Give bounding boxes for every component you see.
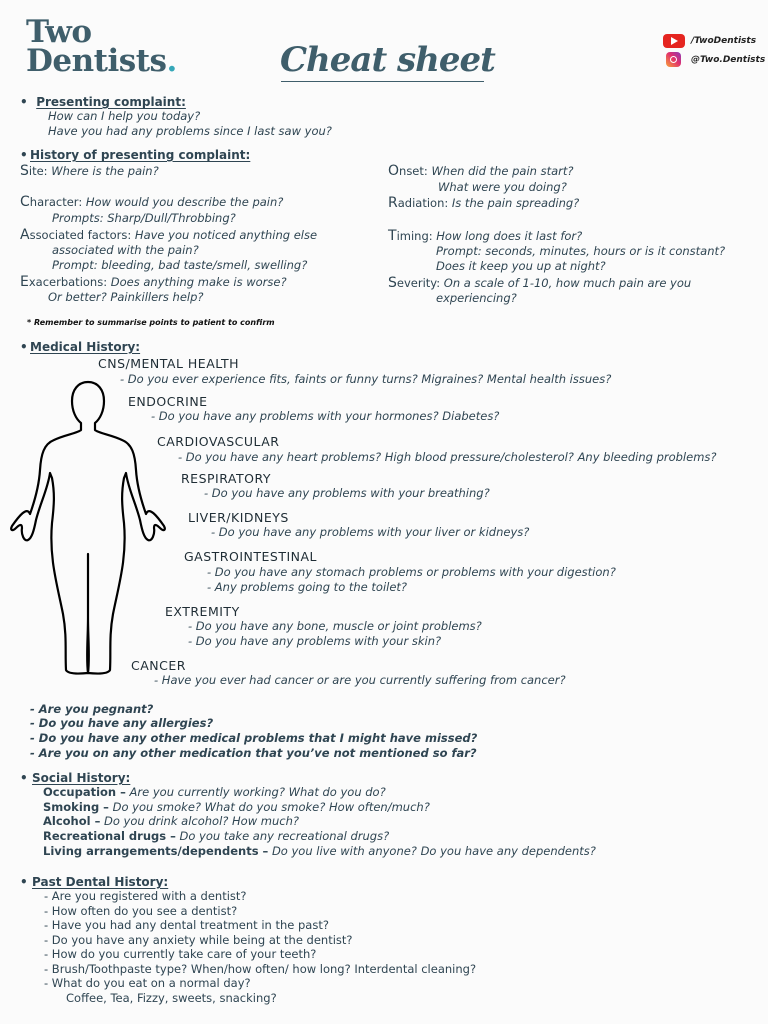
summary-note: * Remember to summarise points to patient to confirm [27, 318, 275, 327]
dental-question: - How often do you see a dentist? [44, 904, 238, 918]
associated-question-2: associated with the pain? [52, 243, 199, 257]
extremity-title: EXTREMITY [165, 604, 240, 619]
youtube-handle: /TwoDentists [691, 36, 757, 46]
extra-question: - Are you on any other medication that you’ve not mentioned so far? [30, 746, 477, 760]
associated-question: Have you noticed anything else [134, 228, 318, 242]
extra-question: - Do you have any allergies? [30, 716, 214, 730]
dental-question: - Have you had any dental treatment in the past? [44, 918, 329, 932]
dental-heading [20, 875, 168, 889]
severity-question: On a scale of 1-10, how much pain are you [443, 276, 692, 290]
socrates-character [20, 194, 283, 210]
onset-question-2: What were you doing? [438, 180, 567, 194]
extra-question: - Are you pegnant? [30, 702, 154, 716]
socrates-exacerbations [20, 274, 287, 290]
youtube-icon [663, 34, 685, 48]
social-item-alcohol [43, 814, 299, 828]
brand-dot: . [166, 43, 177, 79]
liver-title: LIVER/KIDNEYS [188, 510, 289, 525]
timing-prompt: Prompt: seconds, minutes, hours or is it constant? [436, 244, 726, 258]
cns-title: CNS/MENTAL HEALTH [98, 356, 240, 371]
timing-question-2: Does it keep you up at night? [436, 259, 606, 273]
timing-question: How long does it last for? [436, 229, 583, 243]
cancer-question: - Have you ever had cancer or are you currently suffering from cancer? [154, 673, 566, 687]
character-label: haracter: [29, 195, 83, 209]
extremity-question-2: - Do you have any problems with your skin? [188, 634, 442, 648]
socrates-associated [20, 227, 317, 243]
onset-label: nset: [399, 164, 428, 178]
associated-label: ssociated factors: [29, 228, 132, 242]
extra-question: - Do you have any other medical problems that I might have missed? [30, 731, 478, 745]
dental-question: - Do you have any anxiety while being at the dentist? [44, 933, 353, 947]
social-label: Alcohol – [43, 814, 101, 828]
onset-letter: O [388, 163, 400, 179]
instagram-handle: @Two.Dentists [691, 54, 766, 65]
body-outline-icon [11, 382, 165, 674]
social-heading [20, 771, 130, 785]
exacerbations-letter: E [20, 274, 29, 290]
socrates-site [20, 163, 159, 179]
character-prompt: Prompts: Sharp/Dull/Throbbing? [52, 211, 236, 225]
dental-sub-question: Coffee, Tea, Fizzy, sweets, snacking? [66, 991, 277, 1005]
social-item-smoking [43, 800, 430, 814]
dental-question: - Are you registered with a dentist? [44, 889, 247, 903]
endocrine-question: - Do you have any problems with your hormones? Diabetes? [151, 409, 500, 423]
medical-heading-text: Medical History: [30, 340, 141, 354]
cardio-question: - Do you have any heart problems? High blood pressure/cholesterol? Any bleeding problems? [178, 450, 717, 464]
socrates-radiation [388, 195, 579, 211]
character-letter: C [20, 194, 30, 210]
severity-question-2: experiencing? [436, 291, 517, 305]
instagram-icon [666, 52, 681, 67]
gi-question-1: - Do you have any stomach problems or problems with your digestion? [207, 565, 616, 579]
bullet-icon: • [20, 340, 28, 354]
brand-line-2: Dentists [26, 43, 167, 79]
socrates-severity [388, 275, 691, 291]
socrates-onset [388, 163, 573, 179]
severity-letter: S [388, 275, 397, 291]
social-question: Are you currently working? What do you do? [129, 785, 386, 799]
presenting-q2: Have you had any problems since I last saw you? [48, 124, 332, 138]
bullet-icon: • [20, 148, 28, 162]
hpc-heading [20, 148, 250, 162]
social-question: Do you live with anyone? Do you have any dependents? [271, 844, 596, 858]
extremity-question-1: - Do you have any bone, muscle or joint problems? [188, 619, 482, 633]
exacerbations-question-2: Or better? Painkillers help? [48, 290, 204, 304]
dental-question: - What do you eat on a normal day? [44, 976, 251, 990]
cardio-title: CARDIOVASCULAR [157, 434, 280, 449]
social-label: Occupation – [43, 785, 126, 799]
youtube-link[interactable] [663, 34, 756, 48]
site-label: ite: [28, 164, 48, 178]
page-title: Cheat sheet [280, 40, 495, 80]
onset-question: When did the pain start? [431, 164, 574, 178]
dental-heading-text: Past Dental History: [32, 875, 169, 889]
liver-question: - Do you have any problems with your liver or kidneys? [211, 525, 530, 539]
social-label: Living arrangements/dependents – [43, 844, 269, 858]
gi-question-2: - Any problems going to the toilet? [207, 580, 408, 594]
bullet-icon: • [20, 95, 28, 109]
title-underline [281, 81, 484, 82]
radiation-label: adiation: [397, 196, 449, 210]
social-question: Do you take any recreational drugs? [179, 829, 390, 843]
social-question: Do you smoke? What do you smoke? How often/much? [112, 800, 430, 814]
respiratory-title: RESPIRATORY [181, 471, 271, 486]
radiation-question: Is the pain spreading? [451, 196, 580, 210]
social-item-drugs [43, 829, 389, 843]
socrates-timing [388, 228, 582, 244]
exacerbations-question: Does anything make is worse? [110, 275, 287, 289]
human-body-diagram [6, 378, 170, 678]
presenting-q1: How can I help you today? [48, 109, 201, 123]
gi-title: GASTROINTESTINAL [184, 549, 318, 564]
bullet-icon: • [20, 875, 28, 889]
bullet-icon: • [20, 771, 28, 785]
instagram-link[interactable] [663, 52, 765, 67]
severity-label: everity: [396, 276, 441, 290]
presenting-heading [20, 95, 186, 109]
endocrine-title: ENDOCRINE [128, 394, 208, 409]
presenting-heading-text: Presenting complaint: [36, 95, 186, 109]
timing-label: iming: [396, 229, 433, 243]
site-question: Where is the pain? [51, 164, 159, 178]
radiation-letter: R [388, 195, 398, 211]
social-label: Smoking – [43, 800, 109, 814]
social-heading-text: Social History: [32, 771, 131, 785]
dental-question: - Brush/Toothpaste type? When/how often/ how long? Interdental cleaning? [44, 962, 477, 976]
cancer-title: CANCER [131, 658, 186, 673]
site-letter: S [20, 163, 29, 179]
associated-prompt: Prompt: bleeding, bad taste/smell, swelling? [52, 258, 308, 272]
exacerbations-label: xacerbations: [28, 275, 108, 289]
social-item-living [43, 844, 596, 858]
social-label: Recreational drugs – [43, 829, 176, 843]
character-question: How would you describe the pain? [85, 195, 284, 209]
brand-line-1: Two [26, 14, 92, 50]
social-question: Do you drink alcohol? How much? [104, 814, 299, 828]
respiratory-question: - Do you have any problems with your breathing? [204, 486, 490, 500]
cns-question: - Do you ever experience fits, faints or funny turns? Migraines? Mental health issues? [120, 372, 612, 386]
social-item-occupation [43, 785, 386, 799]
timing-letter: T [388, 228, 397, 244]
brand-logo [26, 14, 177, 79]
dental-question: - How do you currently take care of your teeth? [44, 947, 317, 961]
medical-heading [20, 340, 140, 354]
associated-letter: A [20, 227, 30, 243]
hpc-heading-text: History of presenting complaint: [30, 148, 251, 162]
